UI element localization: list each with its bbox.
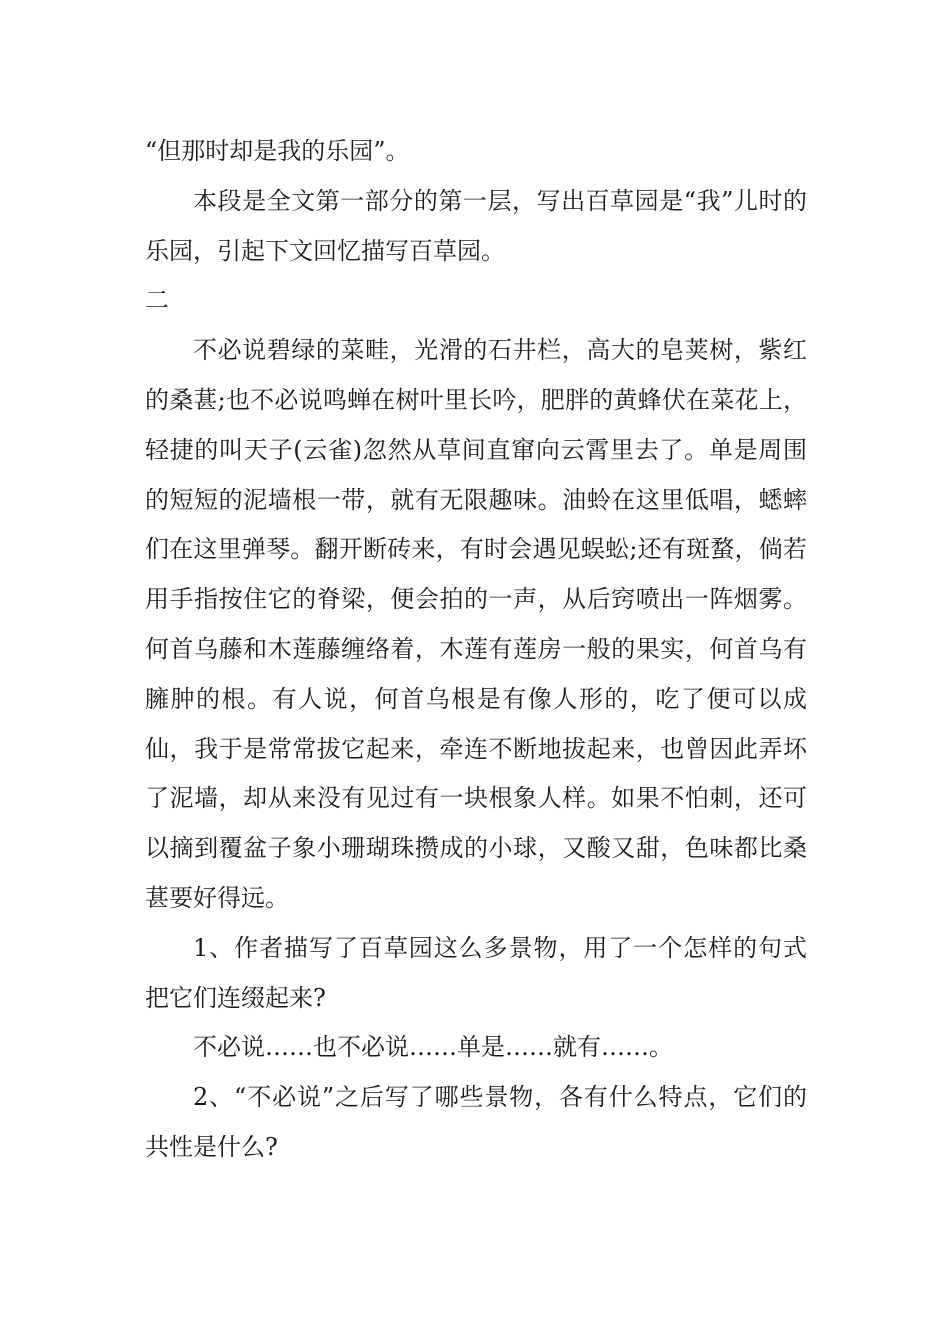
answer-1: 不必说……也不必说……单是……就有……。 (193, 1033, 673, 1062)
document-body (145, 127, 807, 1173)
section-number: 二 (145, 286, 169, 315)
question-1: 1、作者描写了百草园这么多景物，用了一个怎样的句式把它们连缀起来? (145, 933, 807, 1012)
paragraph-summary: 本段是全文第一部分的第一层，写出百草园是“我”儿时的乐园，引起下文回忆描写百草园。 (145, 186, 807, 265)
paragraph-main-text: 不必说碧绿的菜畦，光滑的石井栏，高大的皂荚树，紫红的桑葚;也不必说鸣蝉在树叶里长吟，肥胖的黄蜂伏在菜花上，轻捷的叫天子(云雀)忽然从草间直窜向云霄里去了。单是周围的短短的泥墙根一带，就有无限趣味。油蛉在这里低唱，蟋蟀们在这里弹琴。翻开断砖来，有时会遇见蜈蚣;还有斑蝥，倘若用手指按住它的脊梁，便会拍的一声，从后窍喷出一阵烟雾。何首乌藤和木莲藤缠络着，木莲有莲房一般的果实，何首乌有臃肿的根。有人说，何首乌根是有像人形的，吃了便可以成仙，我于是常常拔它起来，牵连不断地拔起来，也曾因此弄坏了泥墙，却从来没有见过有一块根象人样。如果不怕刺，还可以摘到覆盆子象小珊瑚珠攒成的小球，又酸又甜，色味都比桑葚要好得远。 (145, 336, 807, 912)
paragraph-continuation: “但那时却是我的乐园”。 (145, 137, 410, 165)
question-2: 2、“不必说”之后写了哪些景物，各有什么特点，它们的共性是什么? (145, 1083, 807, 1161)
